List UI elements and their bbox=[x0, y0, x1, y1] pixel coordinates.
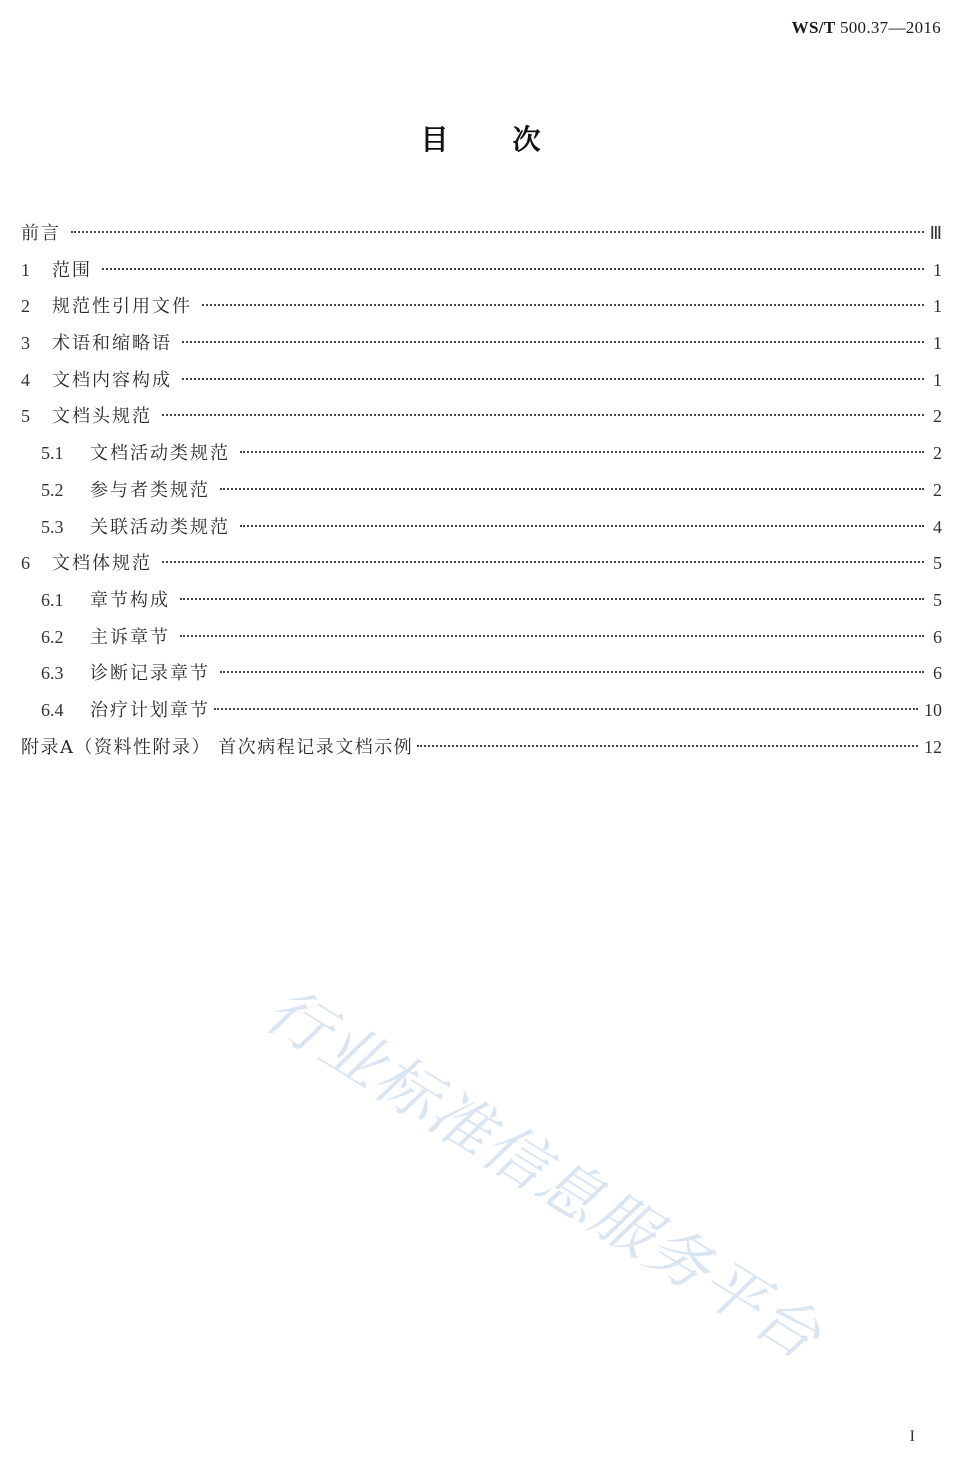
toc-entry-page: 1 bbox=[933, 259, 942, 280]
toc-leader-dots bbox=[162, 561, 924, 563]
toc-entry-label: 前言 bbox=[21, 223, 61, 244]
toc-entry-label: 关联活动类规范 bbox=[90, 516, 230, 538]
toc-entry-label: 文档活动类规范 bbox=[90, 443, 230, 465]
toc-leader-dots bbox=[180, 598, 924, 600]
page-number: I bbox=[909, 1428, 915, 1445]
toc-leader-dots bbox=[202, 304, 924, 306]
toc-entry-6-2[interactable] bbox=[21, 622, 942, 659]
table-of-contents bbox=[21, 218, 942, 768]
toc-entry-3[interactable] bbox=[21, 328, 942, 365]
toc-leader-dots bbox=[240, 525, 924, 527]
toc-entry-2[interactable] bbox=[21, 291, 942, 328]
page-title: 目次 bbox=[420, 123, 605, 156]
toc-entry-page: 12 bbox=[924, 736, 942, 757]
toc-leader-dots bbox=[102, 268, 924, 270]
toc-entry-label: 规范性引用文件 bbox=[52, 296, 192, 318]
toc-entry-label: 章节构成 bbox=[90, 589, 170, 611]
toc-entry-label: 参与者类规范 bbox=[90, 479, 210, 501]
toc-entry-page: 6 bbox=[933, 663, 942, 684]
toc-entry-annex-a[interactable] bbox=[21, 732, 942, 769]
toc-leader-dots bbox=[240, 451, 924, 453]
toc-entry-page: 5 bbox=[933, 553, 942, 574]
standard-code bbox=[792, 18, 941, 38]
toc-entry-label: 文档头规范 bbox=[52, 406, 152, 428]
toc-entry-5[interactable] bbox=[21, 401, 942, 438]
toc-entry-5-2[interactable] bbox=[21, 475, 942, 512]
toc-leader-dots bbox=[214, 708, 918, 710]
toc-entry-page: 2 bbox=[933, 406, 942, 427]
toc-entry-number: 6.3 bbox=[41, 663, 64, 684]
toc-entry-number: 4 bbox=[21, 369, 30, 390]
toc-entry-5-3[interactable] bbox=[21, 512, 942, 549]
toc-entry-label: 诊断记录章节 bbox=[90, 663, 210, 685]
toc-leader-dots bbox=[417, 745, 918, 747]
toc-entry-number: 5.3 bbox=[41, 516, 64, 537]
toc-entry-number: 5.2 bbox=[41, 479, 64, 500]
toc-entry-page: 4 bbox=[933, 516, 942, 537]
toc-leader-dots bbox=[71, 231, 924, 233]
toc-entry-5-1[interactable] bbox=[21, 438, 942, 475]
toc-leader-dots bbox=[182, 341, 924, 343]
watermark-text: 行业标准信息服务平台 bbox=[253, 972, 835, 1374]
toc-entry-page: 1 bbox=[933, 333, 942, 354]
toc-entry-number: 6 bbox=[21, 553, 30, 574]
toc-entry-label: 附录A（资料性附录） 首次病程记录文档示例 bbox=[21, 736, 414, 758]
toc-entry-page: 1 bbox=[933, 296, 942, 317]
toc-entry-6-3[interactable] bbox=[21, 658, 942, 695]
toc-leader-dots bbox=[180, 635, 924, 637]
toc-entry-number: 5 bbox=[21, 406, 30, 427]
toc-leader-dots bbox=[182, 378, 924, 380]
toc-entry-4[interactable] bbox=[21, 365, 942, 402]
toc-entry-foreword[interactable] bbox=[21, 218, 942, 255]
toc-entry-label: 范围 bbox=[52, 259, 92, 281]
toc-entry-page: 1 bbox=[933, 369, 942, 390]
toc-entry-label: 文档体规范 bbox=[52, 553, 152, 575]
toc-entry-6-4[interactable] bbox=[21, 695, 942, 732]
toc-entry-page: 10 bbox=[924, 699, 942, 720]
toc-entry-page: Ⅲ bbox=[929, 223, 942, 243]
toc-entry-label: 治疗计划章节 bbox=[90, 699, 210, 721]
toc-leader-dots bbox=[220, 671, 924, 673]
toc-entry-number: 6.4 bbox=[41, 699, 64, 720]
toc-entry-label: 术语和缩略语 bbox=[52, 333, 172, 355]
standard-code-prefix: WS/T bbox=[791, 18, 836, 37]
toc-entry-number: 5.1 bbox=[41, 443, 64, 464]
standard-code-number: 500.37—2016 bbox=[839, 18, 941, 37]
toc-entry-label: 文档内容构成 bbox=[52, 369, 172, 391]
toc-entry-number: 2 bbox=[21, 296, 30, 317]
toc-entry-number: 1 bbox=[21, 259, 30, 280]
toc-leader-dots bbox=[220, 488, 924, 490]
toc-entry-6-1[interactable] bbox=[21, 585, 942, 622]
toc-entry-number: 3 bbox=[21, 333, 30, 354]
toc-entry-number: 6.1 bbox=[41, 589, 64, 610]
toc-entry-page: 5 bbox=[933, 589, 942, 610]
toc-entry-6[interactable] bbox=[21, 548, 942, 585]
toc-entry-page: 2 bbox=[933, 443, 942, 464]
toc-entry-number: 6.2 bbox=[41, 626, 64, 647]
toc-entry-page: 6 bbox=[933, 626, 942, 647]
toc-entry-page: 2 bbox=[933, 479, 942, 500]
toc-entry-1[interactable] bbox=[21, 255, 942, 292]
toc-leader-dots bbox=[162, 414, 924, 416]
toc-entry-label: 主诉章节 bbox=[90, 626, 170, 648]
